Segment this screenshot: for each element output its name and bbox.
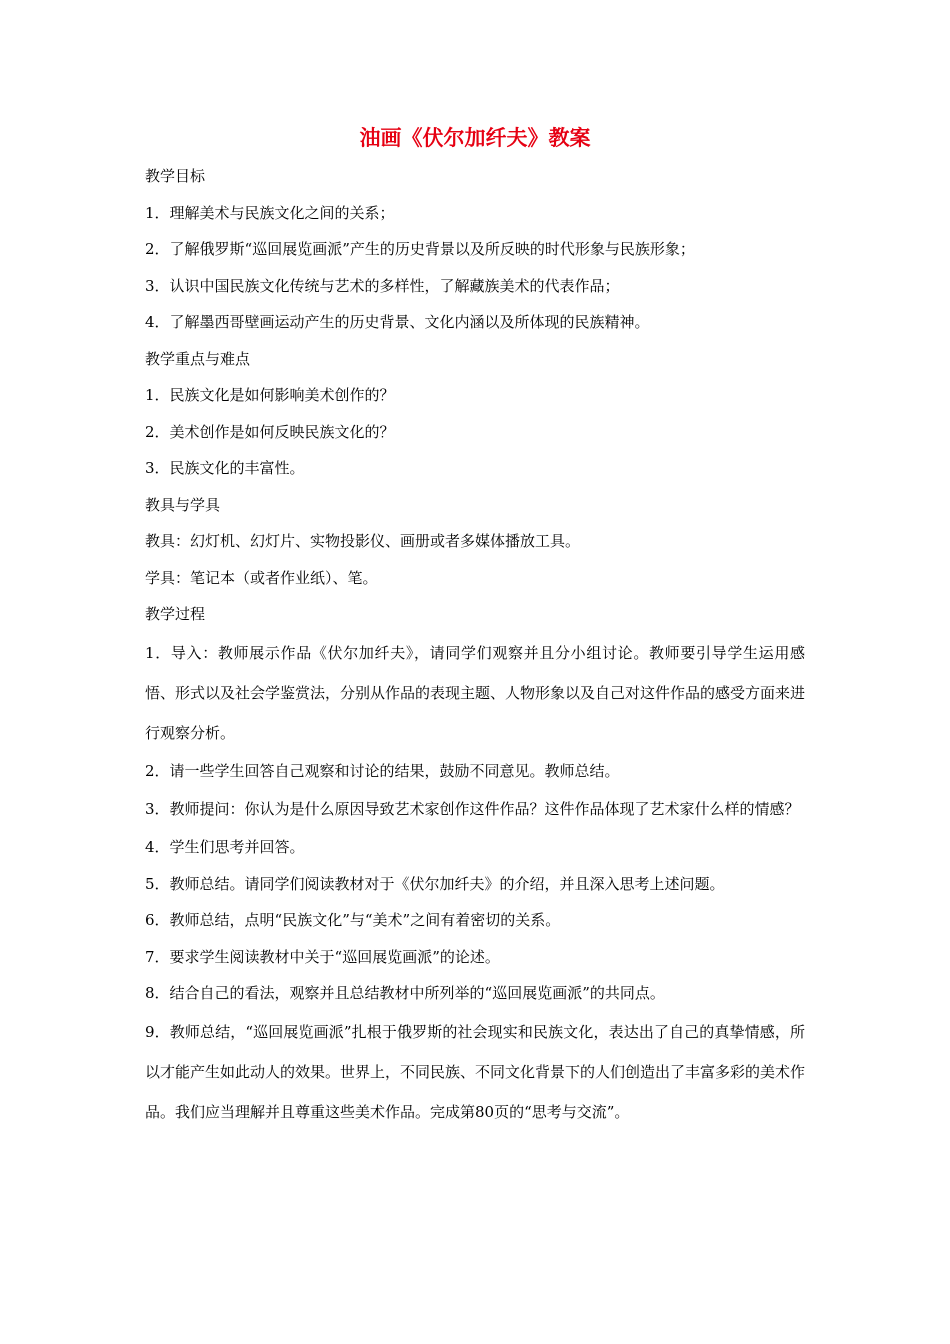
process-step: 2．请一些学生回答自己观察和讨论的结果，鼓励不同意见。教师总结。 bbox=[145, 761, 620, 780]
objective-item: 4．了解墨西哥壁画运动产生的历史背景、文化内涵以及所体现的民族精神。 bbox=[145, 313, 650, 331]
process-step: 9．教师总结，“巡回展览画派”扎根于俄罗斯的社会现实和民族文化，表达出了自己的真挚情感，所以才能产生如此动人的效果。世界上，不同民族、不同文化背景下的人们创造出了丰富多彩的美术作品。我们应当理解并且尊重这些美术作品。完成第80页的“思考与交流”。 bbox=[145, 1022, 806, 1121]
document-title: 油画《伏尔加纤夫》教案 bbox=[359, 126, 591, 150]
section-heading-key-points: 教学重点与难点 bbox=[145, 349, 251, 368]
process-step: 4．学生们思考并回答。 bbox=[145, 838, 305, 856]
process-step: 5．教师总结。请同学们阅读教材对于《伏尔加纤夫》的介绍，并且深入思考上述问题。 bbox=[145, 874, 725, 893]
process-step: 8．结合自己的看法，观察并且总结教材中所列举的“巡回展览画派”的共同点。 bbox=[145, 984, 665, 1002]
tools-item: 教具：幻灯机、幻灯片、实物投影仪、画册或者多媒体播放工具。 bbox=[145, 532, 581, 550]
objective-item: 2．了解俄罗斯“巡回展览画派”产生的历史背景以及所反映的时代形象与民族形象； bbox=[145, 240, 695, 258]
section-heading-objectives: 教学目标 bbox=[145, 167, 206, 185]
key-point-item: 3．民族文化的丰富性。 bbox=[145, 459, 305, 477]
key-point-item: 2．美术创作是如何反映民族文化的？ bbox=[145, 422, 395, 441]
section-heading-process: 教学过程 bbox=[145, 605, 206, 623]
objective-item: 1．理解美术与民族文化之间的关系； bbox=[145, 203, 395, 222]
process-step: 3．教师提问：你认为是什么原因导致艺术家创作这件作品？这件作品体现了艺术家什么样的情感？ bbox=[145, 800, 800, 818]
key-point-item: 1．民族文化是如何影响美术创作的？ bbox=[145, 386, 395, 404]
process-step: 6．教师总结，点明“民族文化”与“美术”之间有着密切的关系。 bbox=[145, 911, 561, 929]
objective-item: 3．认识中国民族文化传统与艺术的多样性，了解藏族美术的代表作品； bbox=[145, 276, 620, 295]
tools-item: 学具：笔记本（或者作业纸）、笔。 bbox=[145, 568, 378, 587]
document-page bbox=[145, 118, 805, 1132]
process-step: 1．导入：教师展示作品《伏尔加纤夫》，请同学们观察并且分小组讨论。教师要引导学生运用感悟、形式以及社会学鉴赏法，分别从作品的表现主题、人物形象以及自己对这件作品的感受方面来进行观察分析。 bbox=[145, 643, 806, 742]
section-heading-tools: 教具与学具 bbox=[145, 495, 221, 514]
process-step: 7．要求学生阅读教材中关于“巡回展览画派”的论述。 bbox=[145, 947, 500, 966]
